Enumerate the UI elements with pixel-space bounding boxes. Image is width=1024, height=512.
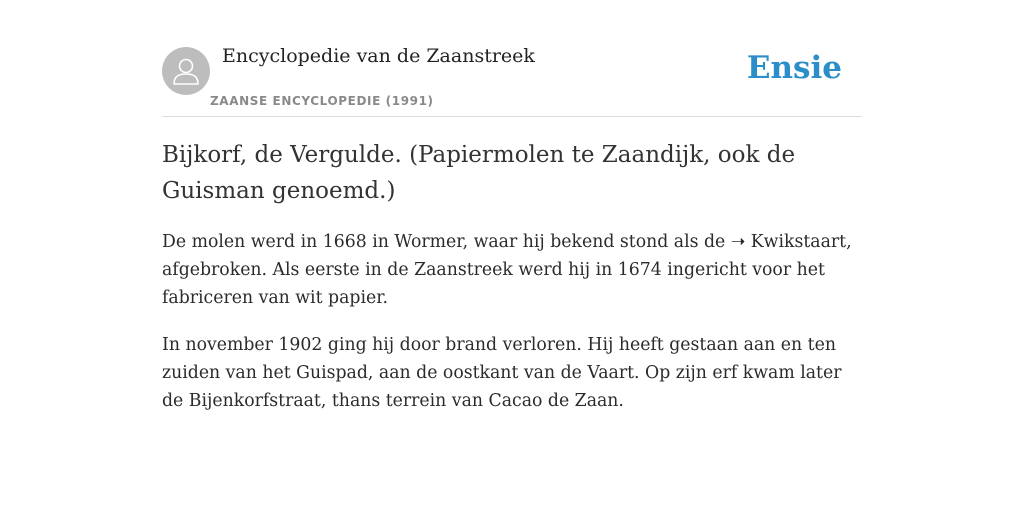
- source-header: [162, 0, 862, 117]
- kwikstaart-link[interactable]: [731, 232, 846, 252]
- entry-title: Bijkorf, de Vergulde. (Papiermolen te Zaandijk, ook de Guisman genoemd.): [162, 142, 796, 204]
- paragraph-1-text-after: , afgebroken. Als eerste in de Zaanstreek werd hij in 1674 ingericht voor het fabriceren van wit papier.: [162, 232, 852, 308]
- kwikstaart-link-label: Kwikstaart: [750, 232, 847, 252]
- user-icon: [162, 47, 210, 95]
- source-subtitle: ZAANSE ENCYCLOPEDIE (1991): [210, 94, 434, 108]
- page: [162, 0, 862, 411]
- arrow-right-icon: ➝: [730, 232, 746, 252]
- brand-logo-link[interactable]: Ensie: [746, 50, 842, 86]
- paragraph-1-text-before: De molen werd in 1668 in Wormer, waar hij bekend stond als de: [162, 232, 731, 252]
- paragraph-1: [162, 228, 862, 312]
- paragraph-2: In november 1902 ging hij door brand verloren. Hij heeft gestaan aan en ten zuiden van het Guispad, aan de oostkant van de Vaart. Op zijn erf kwam later de Bijenkorfstraat, thans terrein van Cacao de Zaan.: [162, 335, 842, 411]
- avatar[interactable]: [162, 47, 210, 95]
- source-title-link[interactable]: Encyclopedie van de Zaanstreek: [222, 45, 535, 67]
